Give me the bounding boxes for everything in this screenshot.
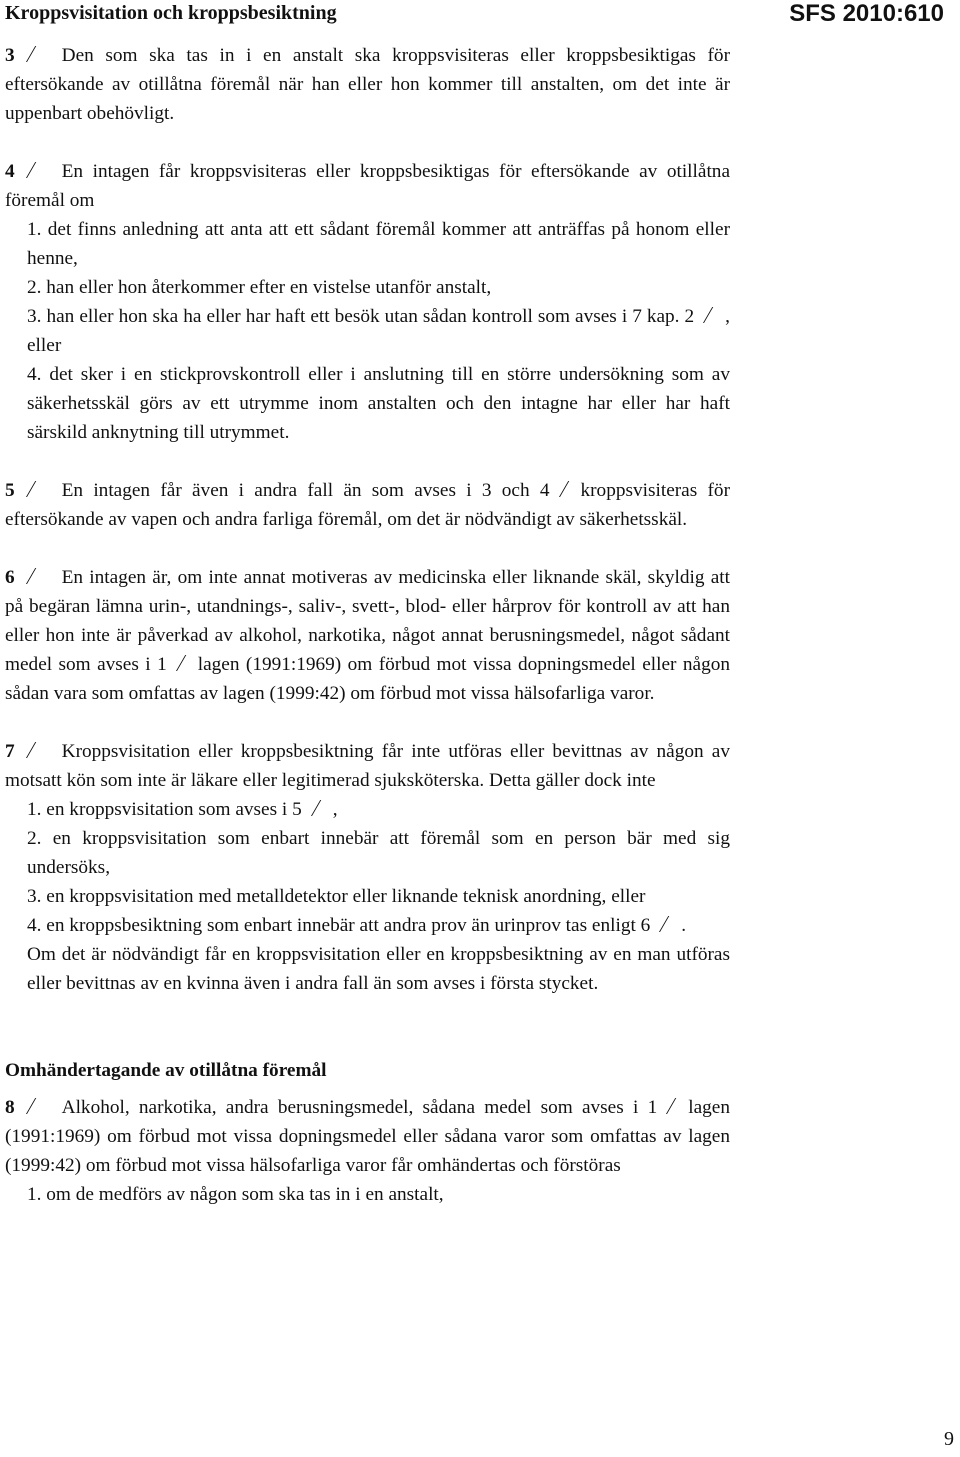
section-8: 8 Alkohol, narkotika, andra berusningsmedel, sådana medel som avses i 1 lagen (1991:1969) om förbud mot vissa dopningsmedel eller sådana varor som omfattas av lagen (1999:42) om förbud mot vissa hälsofarliga varor får omhändertas och förstöras [5,1097,730,1176]
list-item: 1. om de medförs av någon som ska tas in i en anstalt, [27,1184,444,1205]
section-text: Den som ska tas in i en anstalt ska kroppsvisiteras eller kroppsbesiktigas för eftersökande av otillåtna föremål när han eller hon kommer till anstalten, om det inte är uppenbart obehövligt. [5,45,730,124]
section-sign-icon [700,305,717,327]
list-item: 4. en kroppsbesiktning som enbart innebär att andra prov än urinprov tas enligt 6 . [27,915,687,936]
sfs-number: SFS 2010:610 [789,0,944,27]
section-sign-icon [173,653,190,675]
section-sign-icon [663,1096,680,1118]
running-header-title: Kroppsvisitation och kroppsbesiktning [5,2,337,24]
list-item: 1. det finns anledning att anta att ett sådant föremål kommer att anträffas på honom eller henne, [27,219,730,269]
list-item: 1. en kroppsvisitation som avses i 5 , [27,799,338,820]
list-item: 3. en kroppsvisitation med metalldetektor eller liknande teknisk anordning, eller [27,886,646,907]
section-heading: Omhändertagande av otillåtna föremål [5,1060,327,1081]
section-4 [5,157,730,215]
section-number: 5 [5,480,15,501]
section-sign-icon [556,479,573,501]
section-sign-icon [23,1096,40,1118]
list-item: 4. det sker i en stickprovskontroll eller i anslutning till en större undersökning som av säkerhetsskäl görs av ett utrymme inom anstalten och den intagne har eller har haft särskild anknytning till utrymmet. [27,364,730,443]
section-text: En intagen får kroppsvisiteras eller kroppsbesiktigas för eftersökande av otillåtna föremål om [5,161,730,211]
section-number: 8 [5,1097,15,1118]
section-sign-icon [23,566,40,588]
list-item: 3. han eller hon ska ha eller har haft ett besök utan sådan kontroll som avses i 7 kap. 2 , eller [27,306,730,356]
section-sign-icon [23,44,40,66]
list-item: 2. en kroppsvisitation som enbart innebär att föremål som en person bär med sig undersöks, [27,828,730,878]
section-sign-icon [23,479,40,501]
section-6: 6 En intagen är, om inte annat motiveras av medicinska eller liknande skäl, skyldig att på begäran lämna urin-, utandnings-, saliv-, svett-, blod- eller hårprov för kontroll av att han eller hon inte är påverkad av alkohol, narkotika, något annat berusningsmedel, något sådant medel som avses i 1 lagen (1991:1969) om förbud mot vissa dopningsmedel eller någon sådan vara som omfattas av lagen (1999:42) om förbud mot vissa hälsofarliga varor. [5,567,730,704]
section-3 [5,41,730,128]
section-5: 5 En intagen får även i andra fall än som avses i 3 och 4 kroppsvisiteras för eftersökande av vapen och andra farliga föremål, om det är nödvändigt av säkerhetsskäl. [5,480,730,530]
section-number: 4 [5,161,15,182]
section-sign-icon [23,740,40,762]
section-7 [5,737,730,795]
list-item: 2. han eller hon återkommer efter en vistelse utanför anstalt, [27,277,492,298]
section-text: Kroppsvisitation eller kroppsbesiktning får inte utföras eller bevittnas av någon av motsatt kön som inte är läkare eller legitimerad sjuksköterska. Detta gäller dock inte [5,741,730,791]
section-sign-icon [308,798,325,820]
section-number: 6 [5,567,15,588]
document-body [5,41,730,1209]
section-sign-icon [23,160,40,182]
section-sign-icon [656,914,673,936]
section-number: 7 [5,741,15,762]
closing-paragraph: Om det är nödvändigt får en kroppsvisitation eller en kroppsbesiktning av en man utföras eller bevittnas av en kvinna även i andra fall än som avses i första stycket. [27,944,730,994]
section-number: 3 [5,45,15,66]
page-number: 9 [944,1428,954,1450]
